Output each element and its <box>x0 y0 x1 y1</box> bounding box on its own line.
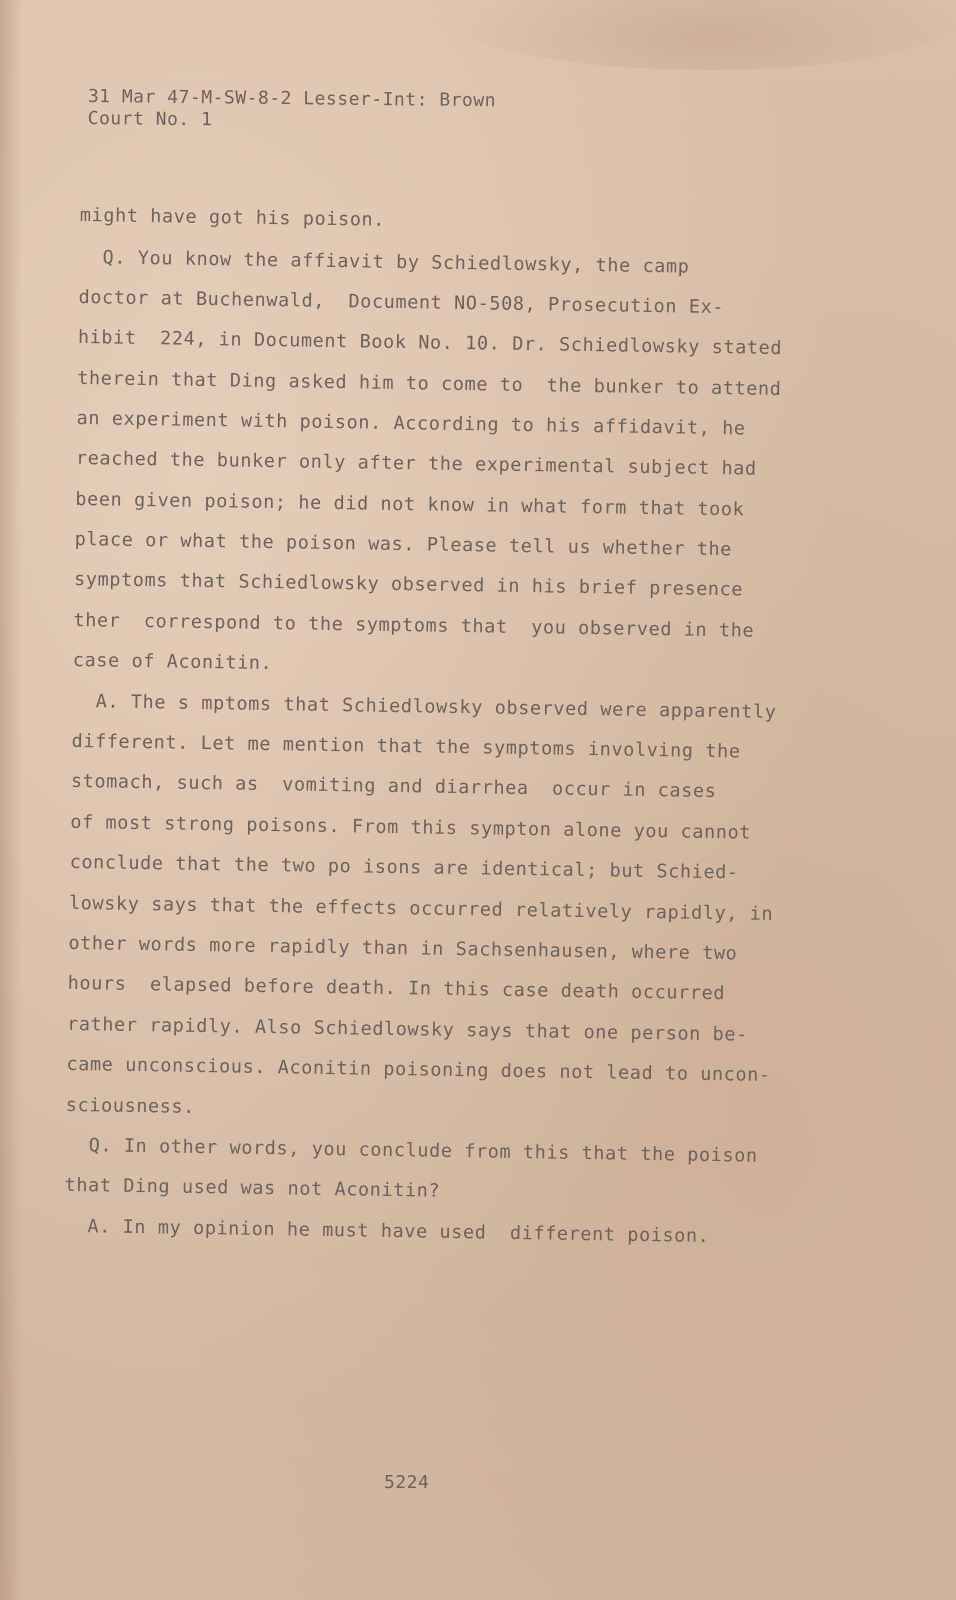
text-line: hibit 224, in Document Book No. 10. Dr. Schiedlowsky stated <box>77 326 783 360</box>
text-line: A. In my opinion he must have used different poison. <box>63 1215 710 1248</box>
transcript-body <box>63 205 820 1248</box>
text-line: sciousness. <box>65 1094 196 1118</box>
text-line: conclude that the two po isons are identical; but Schied- <box>69 851 739 884</box>
text-line: different. Let me mention that the symptoms involving the <box>71 730 741 763</box>
text-line: case of Aconitin. <box>72 649 273 675</box>
text-line: therein that Ding asked him to come to the bunker to attend <box>77 367 782 401</box>
text-line: other words more rapidly than in Sachsenhausen, where two <box>68 932 738 965</box>
text-line: ther correspond to the symptoms that you observed in the <box>73 609 755 642</box>
paper-edge-shadow <box>0 0 22 1600</box>
text-line: lowsky says that the effects occurred relatively rapidly, in <box>68 892 774 925</box>
text-line: symptoms that Schiedlowsky observed in his brief presence <box>73 568 744 601</box>
text-line: doctor at Buchenwald, Document NO-508, Prosecution Ex- <box>78 286 725 319</box>
text-line: of most strong poisons. From this sympton alone you cannot <box>70 811 752 844</box>
header-line-date: 31 Mar 47-M-SW-8-2 Lesser-Int: Brown <box>87 86 497 112</box>
text-line: an experiment with poison. According to his affidavit, he <box>76 407 746 440</box>
text-line: rather rapidly. Also Schiedlowsky says that one person be- <box>66 1013 749 1046</box>
text-line: been given poison; he did not know in what form that took <box>75 488 745 521</box>
text-line: Q. In other words, you conclude from this that the poison <box>65 1134 758 1167</box>
text-line: place or what the poison was. Please tell us whether the <box>74 528 733 561</box>
text-line: reached the bunker only after the experimental subject had <box>75 447 757 480</box>
text-line: A. The s mptoms that Schiedlowsky observed were apparently <box>72 690 777 723</box>
header-line-court: Court No. 1 <box>87 107 213 131</box>
transcript-header <box>88 86 497 134</box>
text-line: came unconscious. Aconitin poisoning does not lead to uncon- <box>66 1053 771 1086</box>
page-number: 5224 <box>384 1472 430 1493</box>
text-line: might have got his poison. <box>79 205 386 231</box>
paper-corner-crease <box>446 0 956 70</box>
text-line: stomach, such as vomiting and diarrhea occur in cases <box>70 770 717 803</box>
text-line: hours elapsed before death. In this case death occurred <box>67 972 726 1005</box>
text-line: Q. You know the affiavit by Schiedlowsky, the camp <box>79 246 690 278</box>
text-line: that Ding used was not Aconitin? <box>64 1174 441 1202</box>
